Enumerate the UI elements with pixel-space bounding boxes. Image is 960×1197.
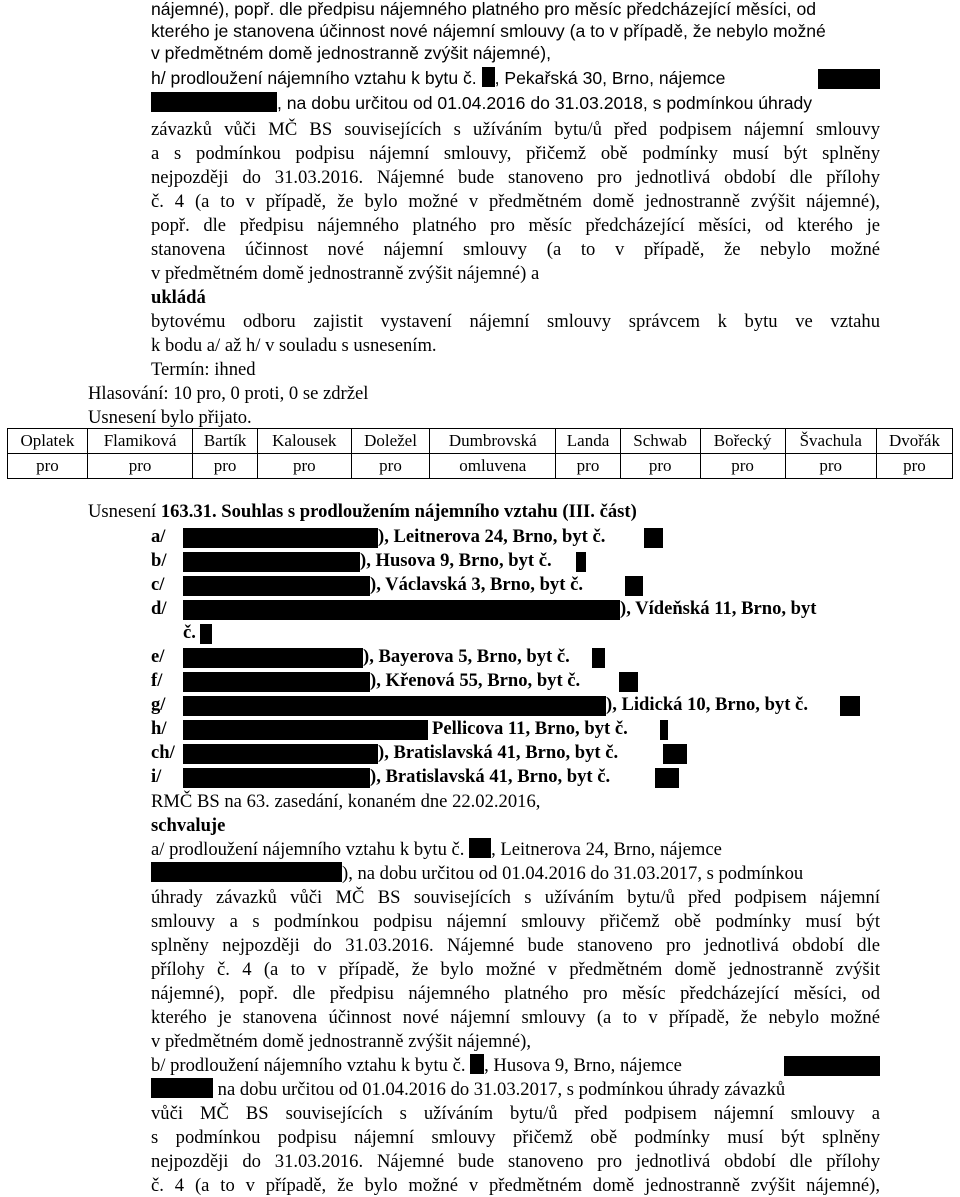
text-fragment: Usnesení [88,501,161,522]
item-text: ), Vídeňská 11, Brno, byt [620,598,817,619]
item-text: ), Bayerova 5, Brno, byt č. [363,646,570,667]
item-label: e/ [151,646,165,667]
text-fragment: , Pekařská 30, Brno, nájemce [494,68,726,88]
table-cell: omluvena [430,454,556,479]
item-label: d/ [151,598,167,619]
text-fragment: , Husova 9, Brno, nájemce [484,1055,682,1076]
text-line: v předmětném domě jednostranně zvýšit nájemné) a [151,263,540,284]
table-cell: Bartík [193,429,257,454]
text-fragment: ), na dobu určitou od 01.04.2016 do 31.03.2017, s podmínkou [342,863,804,884]
table-cell: Doležel [351,429,430,454]
table-cell: Švachula [785,429,876,454]
item-text: ), Bratislavská 41, Brno, byt č. [378,742,619,763]
text-line: přílohy č. 4 (a to v případě, že bylo možné v předmětném domě jednostranně zvýšit [151,959,880,980]
text-line [151,67,880,90]
redaction-box [183,648,363,668]
redaction-box [151,1078,213,1098]
item-label: c/ [151,574,165,595]
text-line: nájemné), popř. dle předpisu nájemného platného pro měsíc předcházející měsíci, od [151,0,817,19]
text-line: úhrady závazků vůči MČ BS souvisejících s užíváním bytu/ů před podpisem nájemní [151,887,880,908]
table-cell: pro [876,454,952,479]
redaction-box [619,672,638,692]
item-text: ), Lidická 10, Brno, byt č. [606,694,808,715]
text-line: popř. dle předpisu nájemného platného pro měsíc předcházející měsíci, od kterého je [151,215,880,236]
text-line: závazků vůči MČ BS souvisejících s užíváním bytu/ů před podpisem nájemní smlouvy [151,119,880,140]
redaction-box [818,69,880,89]
text-line: v předmětném domě jednostranně zvýšit nájemné), [151,1031,532,1052]
redaction-box [183,720,428,740]
table-cell: pro [351,454,430,479]
table-cell: pro [8,454,88,479]
redaction-box [784,1056,880,1076]
text-line: kterého je stanovena účinnost nové nájemní smlouvy (a to v případě, že nebylo možné [151,1007,880,1028]
item-text: ), Bratislavská 41, Brno, byt č. [370,766,611,787]
redaction-box [663,744,687,764]
text-line: v předmětném domě jednostranně zvýšit nájemné), [151,43,551,63]
table-cell: Oplatek [8,429,88,454]
table-cell: pro [700,454,785,479]
text-line: č. 4 (a to v případě, že bylo možné v předmětném domě jednostranně zvýšit nájemné), [151,191,880,212]
redaction-box [183,672,370,692]
text-line: a s podmínkou podpisu nájemní smlouvy, přičemž obě podmínky musí být splněny [151,143,880,164]
table-cell: pro [257,454,351,479]
text-fragment: na dobu určitou od 01.04.2016 do 31.03.2017, s podmínkou úhrady závazků [217,1079,786,1100]
item-label: h/ [151,718,167,739]
item-label: i/ [151,766,162,787]
text-fragment: , Leitnerova 24, Brno, nájemce [491,839,722,860]
text-line [151,838,880,861]
redaction-box [660,720,668,740]
table-cell: Dvořák [876,429,952,454]
table-cell: Flamiková [87,429,192,454]
text-line: s podmínkou podpisu nájemní smlouvy přičemž obě podmínky musí být splněny [151,1127,880,1148]
table-cell: Schwab [620,429,700,454]
redaction-box [200,624,212,644]
meeting-line: RMČ BS na 63. zasedání, konaném dne 22.02.2016, [151,791,541,812]
redaction-box [183,576,370,596]
table-row [8,454,953,479]
redaction-box [183,600,620,620]
redaction-box [655,768,679,788]
redaction-box [183,768,370,788]
table-cell: pro [620,454,700,479]
schv-heading: schvaluje [151,815,226,836]
text-fragment: 163.31. Souhlas s prodloužením nájemního vztahu (III. část) [160,501,637,522]
text-line: splněny nejpozději do 31.03.2016. Nájemné bude stanoveno pro jednotlivá období dle [151,935,880,956]
table-cell: pro [785,454,876,479]
text-fragment: , na dobu určitou od 01.04.2016 do 31.03.2018, s podmínkou úhrady [277,93,813,113]
redaction-box [625,576,643,596]
redaction-box [151,92,277,112]
text-line [151,862,880,885]
redaction-box [576,552,586,572]
text-line [151,1078,880,1101]
deadline-text: Termín: ihned [151,359,256,380]
item-text: Pellicova 11, Brno, byt č. [432,718,628,739]
item-label: b/ [151,550,167,571]
redaction-box [644,528,663,548]
vote-summary: Hlasování: 10 pro, 0 proti, 0 se zdržel [88,383,369,404]
redaction-box [840,696,860,716]
text-line: nájemné), popř. dle předpisu nájemného platného pro měsíc předcházející měsíci, od [151,983,880,1004]
text-line [151,92,880,115]
redaction-box [151,862,342,882]
item-label: g/ [151,694,166,715]
text-line: smlouvy a s podmínkou podpisu nájemní smlouvy přičemž obě podmínky musí být [151,911,880,932]
text-line: bytovému odboru zajistit vystavení nájemní smlouvy správcem k bytu ve vztahu [151,311,880,332]
text-line: nejpozději do 31.03.2016. Nájemné bude stanoveno pro jednotlivá období dle přílohy [151,167,880,188]
table-cell: Kalousek [257,429,351,454]
redaction-box [183,528,378,548]
table-cell: pro [556,454,620,479]
table-cell: pro [87,454,192,479]
redaction-box [183,696,606,716]
redaction-box [183,552,360,572]
text-line: č. 4 (a to v případě, že bylo možné v předmětném domě jednostranně zvýšit nájemné), [151,1175,880,1196]
table-cell: Dumbrovská [430,429,556,454]
text-line: kterého je stanovena účinnost nové nájemní smlouvy (a to v případě, že nebylo možné [151,21,826,41]
item-text: ), Husova 9, Brno, byt č. [360,550,552,571]
item-text: ), Křenová 55, Brno, byt č. [370,670,581,691]
table-cell: Bořecký [700,429,785,454]
text-line [151,1054,880,1077]
table-cell: pro [193,454,257,479]
item-text: ), Václavská 3, Brno, byt č. [370,574,583,595]
item-text: ), Leitnerova 24, Brno, byt č. [378,526,606,547]
table-row [8,429,953,454]
item-label: a/ [151,526,166,547]
redaction-box [183,744,378,764]
text-line: k bodu a/ až h/ v souladu s usnesením. [151,335,437,356]
voting-table [7,428,953,479]
redaction-box [470,1054,484,1074]
text-fragment: a/ prodloužení nájemního vztahu k bytu č. [151,839,465,860]
redaction-box [469,838,491,858]
text-fragment: h/ prodloužení nájemního vztahu k bytu č. [151,68,477,88]
item-label: f/ [151,670,163,691]
item-label: ch/ [151,742,175,763]
item-text: č. [183,622,196,643]
resolution-title [88,500,880,523]
text-line: vůči MČ BS souvisejících s užíváním bytu/ů před podpisem nájemní smlouvy a [151,1103,880,1124]
text-line: stanovena účinnost nové nájemní smlouvy (a to v případě, že nebylo možné [151,239,880,260]
table-cell: Landa [556,429,620,454]
resolution-status: Usnesení bylo přijato. [88,407,252,428]
text-line: nejpozději do 31.03.2016. Nájemné bude stanoveno pro jednotlivá období dle přílohy [151,1151,880,1172]
redaction-box [592,648,605,668]
text-fragment: b/ prodloužení nájemního vztahu k bytu č. [151,1055,466,1076]
redaction-box [482,67,495,87]
ukl-heading: ukládá [151,287,206,308]
